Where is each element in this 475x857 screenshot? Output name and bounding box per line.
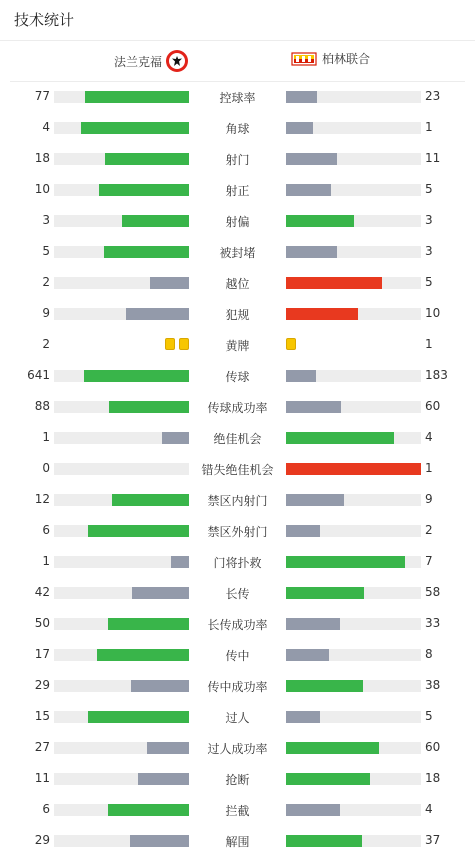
away-stat-bar <box>286 525 421 537</box>
yellow-card-icon <box>179 338 189 350</box>
away-stat-bar <box>286 184 421 196</box>
home-stat-bar-fill <box>105 153 189 165</box>
home-stat-bar <box>54 494 189 506</box>
stat-label: 拦截 <box>225 804 250 818</box>
stat-row <box>0 453 475 484</box>
away-stat-value: 10 <box>425 306 441 320</box>
away-stat-bar <box>286 773 421 785</box>
away-stat-value: 38 <box>425 678 441 692</box>
home-stat-value: 27 <box>34 740 50 754</box>
away-stat-value: 1 <box>425 120 433 134</box>
home-stat-value: 6 <box>42 802 50 816</box>
away-stat-value: 5 <box>425 182 433 196</box>
away-stat-bar <box>286 556 421 568</box>
away-stat-bar-fill <box>286 773 370 785</box>
home-stat-value: 88 <box>34 399 50 413</box>
home-stat-bar-fill <box>138 773 189 785</box>
away-stat-bar <box>286 494 421 506</box>
stat-label: 射正 <box>225 184 250 198</box>
away-stat-bar-fill <box>286 680 363 692</box>
home-stat-bar <box>54 215 189 227</box>
away-stat-value: 33 <box>425 616 441 630</box>
home-yellow-cards <box>165 338 189 350</box>
stat-row <box>0 236 475 267</box>
home-stat-value: 29 <box>34 833 50 847</box>
home-stat-value: 50 <box>34 616 50 630</box>
away-stat-bar <box>286 215 421 227</box>
away-stat-bar <box>286 432 421 444</box>
stat-row <box>0 329 475 360</box>
stat-label: 传球 <box>225 370 250 384</box>
away-stat-value: 60 <box>425 399 441 413</box>
away-stat-bar-fill <box>286 246 337 258</box>
stat-row <box>0 639 475 670</box>
home-stat-value: 10 <box>34 182 50 196</box>
stat-row <box>0 81 475 112</box>
stat-label: 角球 <box>225 122 250 136</box>
away-stat-bar-fill <box>286 835 362 847</box>
stat-label: 长传 <box>225 587 250 601</box>
home-stat-bar <box>54 587 189 599</box>
away-stat-bar-fill <box>286 308 358 320</box>
home-team-name: 法兰克福 <box>114 54 163 69</box>
home-stat-bar <box>54 835 189 847</box>
home-stat-bar <box>54 618 189 630</box>
away-team[interactable] <box>290 50 370 67</box>
stat-label: 长传成功率 <box>207 618 268 632</box>
home-stat-value: 12 <box>34 492 50 506</box>
teams-row <box>10 41 465 82</box>
stat-label: 禁区外射门 <box>207 525 268 539</box>
stat-row <box>0 515 475 546</box>
stat-row <box>0 360 475 391</box>
home-stat-value: 42 <box>34 585 50 599</box>
home-stat-value: 0 <box>42 461 50 475</box>
away-stat-value: 183 <box>425 368 448 382</box>
home-stat-value: 641 <box>27 368 50 382</box>
home-stat-bar <box>54 308 189 320</box>
home-stat-value: 5 <box>42 244 50 258</box>
away-stat-bar-fill <box>286 277 382 289</box>
stat-row <box>0 763 475 794</box>
away-stat-value: 11 <box>425 151 441 165</box>
stat-label: 传中 <box>225 649 250 663</box>
away-stat-bar-fill <box>286 370 316 382</box>
stat-label: 禁区内射门 <box>207 494 268 508</box>
away-stat-bar-fill <box>286 463 421 475</box>
home-stat-bar <box>54 556 189 568</box>
away-stat-bar-fill <box>286 153 337 165</box>
away-stat-bar-fill <box>286 122 313 134</box>
stat-row <box>0 267 475 298</box>
home-stat-value: 4 <box>42 120 50 134</box>
away-stat-bar-fill <box>286 649 329 661</box>
stat-label: 门将扑救 <box>213 556 262 570</box>
stat-label: 黄牌 <box>225 339 250 353</box>
away-stat-bar-fill <box>286 618 340 630</box>
away-stat-value: 5 <box>425 275 433 289</box>
home-stat-bar <box>54 773 189 785</box>
home-stat-bar <box>54 401 189 413</box>
stat-row <box>0 825 475 856</box>
home-stat-bar-fill <box>84 370 189 382</box>
away-stat-value: 4 <box>425 802 433 816</box>
yellow-card-icon <box>165 338 175 350</box>
stat-label: 解围 <box>225 835 250 849</box>
away-stat-bar-fill <box>286 525 320 537</box>
home-stat-bar-fill <box>122 215 190 227</box>
home-stat-bar-fill <box>162 432 189 444</box>
away-stat-bar <box>286 153 421 165</box>
away-stat-bar-fill <box>286 494 344 506</box>
home-stat-bar <box>54 525 189 537</box>
stat-label: 射偏 <box>225 215 250 229</box>
home-stat-bar-fill <box>147 742 189 754</box>
home-stat-bar-fill <box>97 649 189 661</box>
home-stat-bar <box>54 122 189 134</box>
home-stat-value: 9 <box>42 306 50 320</box>
away-stat-value: 18 <box>425 771 441 785</box>
home-stat-bar <box>54 370 189 382</box>
home-stat-bar-fill <box>131 680 189 692</box>
stat-label: 过人成功率 <box>207 742 268 756</box>
home-stat-bar <box>54 742 189 754</box>
away-stat-bar <box>286 835 421 847</box>
home-stat-bar-fill <box>109 401 189 413</box>
home-stat-bar-fill <box>85 91 189 103</box>
page-title: 技术统计 <box>14 11 75 29</box>
stat-label: 抢断 <box>225 773 250 787</box>
home-stat-bar <box>54 277 189 289</box>
away-stat-bar-fill <box>286 742 379 754</box>
stat-label: 绝佳机会 <box>213 432 262 446</box>
away-stat-bar <box>286 742 421 754</box>
away-stat-bar-fill <box>286 432 394 444</box>
away-stat-value: 1 <box>425 461 433 475</box>
away-stat-bar-fill <box>286 711 320 723</box>
home-stat-bar <box>54 649 189 661</box>
home-stat-bar-fill <box>99 184 189 196</box>
away-stat-value: 8 <box>425 647 433 661</box>
away-yellow-cards <box>286 338 296 350</box>
away-stat-bar <box>286 618 421 630</box>
away-stat-bar-fill <box>286 401 341 413</box>
stat-label: 控球率 <box>219 91 256 105</box>
eintracht-frankfurt-logo-icon <box>166 50 188 72</box>
home-stat-bar-fill <box>132 587 189 599</box>
stat-label: 犯规 <box>225 308 250 322</box>
home-stat-bar <box>54 153 189 165</box>
away-stat-bar <box>286 370 421 382</box>
home-stat-bar-fill <box>108 618 189 630</box>
home-stat-bar-fill <box>104 246 189 258</box>
home-stat-bar-fill <box>112 494 189 506</box>
stat-row <box>0 174 475 205</box>
away-stat-value: 4 <box>425 430 433 444</box>
stats-list <box>0 81 475 856</box>
away-team-name: 柏林联合 <box>322 52 371 66</box>
away-stat-bar <box>286 680 421 692</box>
away-stat-bar-fill <box>286 91 317 103</box>
home-stat-bar <box>54 246 189 258</box>
stat-label: 被封堵 <box>219 246 256 260</box>
home-stat-value: 15 <box>34 709 50 723</box>
home-stat-value: 29 <box>34 678 50 692</box>
stat-row <box>0 608 475 639</box>
away-stat-value: 37 <box>425 833 441 847</box>
home-stat-bar <box>54 711 189 723</box>
away-stat-value: 2 <box>425 523 433 537</box>
away-stat-bar-fill <box>286 556 405 568</box>
away-stat-bar <box>286 308 421 320</box>
stat-row <box>0 670 475 701</box>
stat-row <box>0 112 475 143</box>
home-stat-bar <box>54 804 189 816</box>
away-stat-bar <box>286 277 421 289</box>
home-stat-bar <box>54 463 189 475</box>
away-stat-value: 9 <box>425 492 433 506</box>
stat-row <box>0 794 475 825</box>
stat-row <box>0 484 475 515</box>
away-stat-bar <box>286 649 421 661</box>
stat-label: 过人 <box>225 711 250 725</box>
away-stat-value: 60 <box>425 740 441 754</box>
away-stat-value: 1 <box>425 337 433 351</box>
home-stat-value: 2 <box>42 275 50 289</box>
away-stat-bar-fill <box>286 215 354 227</box>
stat-row <box>0 422 475 453</box>
stats-header <box>0 0 475 41</box>
home-stat-value: 17 <box>34 647 50 661</box>
union-berlin-logo-icon <box>290 51 318 67</box>
home-stat-bar-fill <box>88 711 189 723</box>
away-stat-bar <box>286 246 421 258</box>
away-stat-bar <box>286 463 421 475</box>
away-stat-bar <box>286 804 421 816</box>
home-stat-bar-fill <box>88 525 189 537</box>
away-stat-bar-fill <box>286 587 364 599</box>
away-stat-bar-fill <box>286 804 340 816</box>
away-stat-value: 58 <box>425 585 441 599</box>
away-stat-value: 3 <box>425 244 433 258</box>
stat-label: 越位 <box>225 277 250 291</box>
home-stat-bar-fill <box>108 804 189 816</box>
stat-row <box>0 391 475 422</box>
home-stat-bar <box>54 184 189 196</box>
stat-row <box>0 298 475 329</box>
stat-label: 传球成功率 <box>207 401 268 415</box>
stat-row <box>0 732 475 763</box>
home-stat-bar <box>54 91 189 103</box>
home-stat-value: 6 <box>42 523 50 537</box>
away-stat-value: 7 <box>425 554 433 568</box>
away-stat-bar <box>286 711 421 723</box>
home-team[interactable] <box>114 50 188 72</box>
home-stat-value: 11 <box>34 771 50 785</box>
home-stat-bar <box>54 680 189 692</box>
home-stat-bar-fill <box>81 122 189 134</box>
home-stat-bar-fill <box>150 277 189 289</box>
yellow-card-icon <box>286 338 296 350</box>
away-stat-bar <box>286 91 421 103</box>
home-stat-bar-fill <box>171 556 189 568</box>
away-stat-bar-fill <box>286 184 331 196</box>
stat-row <box>0 205 475 236</box>
stat-row <box>0 701 475 732</box>
home-stat-bar-fill <box>126 308 189 320</box>
stat-label: 射门 <box>225 153 250 167</box>
home-stat-value: 77 <box>34 89 50 103</box>
away-stat-bar <box>286 587 421 599</box>
stat-label: 传中成功率 <box>207 680 268 694</box>
away-stat-value: 23 <box>425 89 441 103</box>
stat-row <box>0 577 475 608</box>
home-stat-value: 1 <box>42 554 50 568</box>
away-stat-bar <box>286 122 421 134</box>
away-stat-value: 5 <box>425 709 433 723</box>
away-stat-value: 3 <box>425 213 433 227</box>
away-stat-bar <box>286 401 421 413</box>
home-stat-value: 1 <box>42 430 50 444</box>
home-stat-value: 3 <box>42 213 50 227</box>
home-stat-bar <box>54 432 189 444</box>
stat-row <box>0 143 475 174</box>
stat-label: 错失绝佳机会 <box>201 463 274 477</box>
home-stat-bar-fill <box>130 835 189 847</box>
home-stat-value: 2 <box>42 337 50 351</box>
home-stat-value: 18 <box>34 151 50 165</box>
stat-row <box>0 546 475 577</box>
